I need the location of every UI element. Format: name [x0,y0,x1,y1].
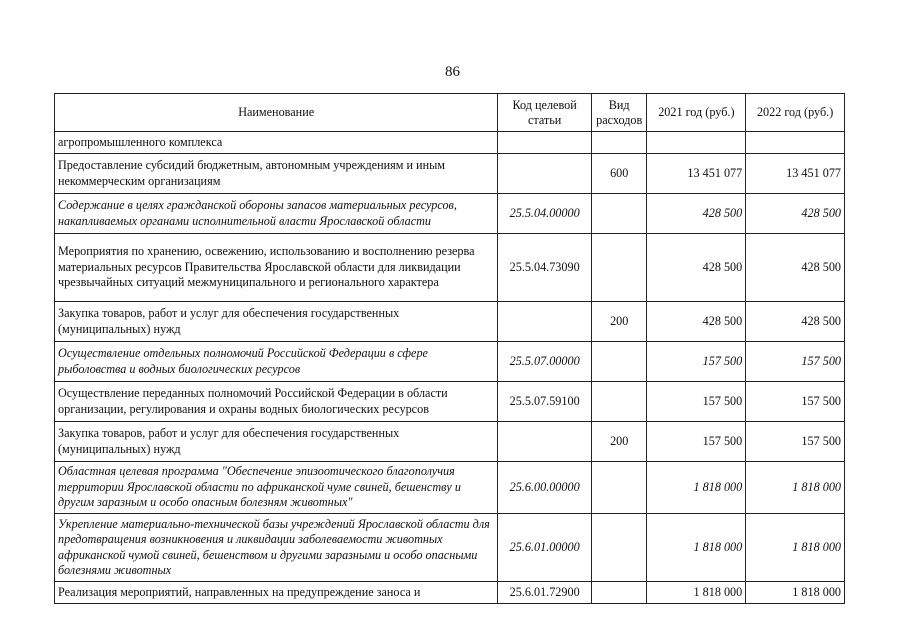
row-type [591,234,647,302]
row-2021: 1 818 000 [647,514,746,582]
row-2021: 428 500 [647,234,746,302]
row-2021: 157 500 [647,422,746,462]
row-2022: 13 451 077 [746,154,845,194]
row-2022: 1 818 000 [746,514,845,582]
table-row [55,342,845,382]
row-code: 25.5.04.00000 [498,194,592,234]
row-2021: 1 818 000 [647,462,746,514]
row-name: Укрепление материально-технической базы учреждений Ярославской области для предотвращения возникновения и ликвидации заболеваемости животных африканской чумой свиней, бешенством и другими заразными и особо опасными болезнями животных [55,514,498,582]
row-2022: 1 818 000 [746,582,845,604]
row-type [591,382,647,422]
row-2021: 13 451 077 [647,154,746,194]
row-name: Мероприятия по хранению, освежению, использованию и восполнению резерва материальных ресурсов Правительства Ярославской области для ликвидации чрезвычайных ситуаций межмуниципального и регионального характера [55,234,498,302]
row-name: Предоставление субсидий бюджетным, автономным учреждениям и иным некоммерческим организациям [55,154,498,194]
row-name: Содержание в целях гражданской обороны запасов материальных ресурсов, накапливаемых органами исполнительной власти Ярославской области [55,194,498,234]
row-2021 [647,132,746,154]
row-2021: 157 500 [647,342,746,382]
row-type [591,342,647,382]
row-code: 25.5.07.59100 [498,382,592,422]
header-name: Наименование [55,94,498,132]
row-type: 200 [591,422,647,462]
page-number: 86 [445,64,460,80]
header-year-2021: 2021 год (руб.) [647,94,746,132]
table-row [55,154,845,194]
row-code [498,132,592,154]
row-2022: 157 500 [746,382,845,422]
table-row [55,382,845,422]
row-code [498,154,592,194]
row-name: Закупка товаров, работ и услуг для обеспечения государственных (муниципальных) нужд [55,302,498,342]
row-type [591,514,647,582]
row-2021: 428 500 [647,194,746,234]
table-row [55,422,845,462]
row-2021: 428 500 [647,302,746,342]
row-type: 600 [591,154,647,194]
row-2022: 428 500 [746,302,845,342]
row-2021: 1 818 000 [647,582,746,604]
row-code: 25.5.04.73090 [498,234,592,302]
header-code: Код целевой статьи [498,94,592,132]
row-code [498,302,592,342]
row-type [591,132,647,154]
row-2022 [746,132,845,154]
table-row [55,462,845,514]
row-code: 25.6.00.00000 [498,462,592,514]
row-2022: 428 500 [746,234,845,302]
row-2022: 428 500 [746,194,845,234]
row-2022: 157 500 [746,422,845,462]
table-row [55,194,845,234]
table-row [55,234,845,302]
row-code: 25.5.07.00000 [498,342,592,382]
row-type [591,582,647,604]
header-type: Вид расходов [591,94,647,132]
row-code: 25.6.01.72900 [498,582,592,604]
header-year-2022: 2022 год (руб.) [746,94,845,132]
row-name: Областная целевая программа "Обеспечение эпизоотического благополучия территории Ярославской области по африканской чуме свиней, бешенству и другим заразным и особо опасным болезням животных" [55,462,498,514]
table-row [55,132,845,154]
table-header-row [55,94,845,132]
row-2022: 157 500 [746,342,845,382]
row-type [591,194,647,234]
table-row [55,514,845,582]
row-code [498,422,592,462]
row-name: Осуществление отдельных полномочий Российской Федерации в сфере рыболовства и водных биологических ресурсов [55,342,498,382]
row-2021: 157 500 [647,382,746,422]
table-row [55,582,845,604]
table-row [55,302,845,342]
row-name: агропромышленного комплекса [55,132,498,154]
row-type: 200 [591,302,647,342]
row-name: Реализация мероприятий, направленных на предупреждение заноса и [55,582,498,604]
budget-table [54,93,845,604]
row-2022: 1 818 000 [746,462,845,514]
row-code: 25.6.01.00000 [498,514,592,582]
row-type [591,462,647,514]
row-name: Осуществление переданных полномочий Российской Федерации в области организации, регулирования и охраны водных биологических ресурсов [55,382,498,422]
row-name: Закупка товаров, работ и услуг для обеспечения государственных (муниципальных) нужд [55,422,498,462]
